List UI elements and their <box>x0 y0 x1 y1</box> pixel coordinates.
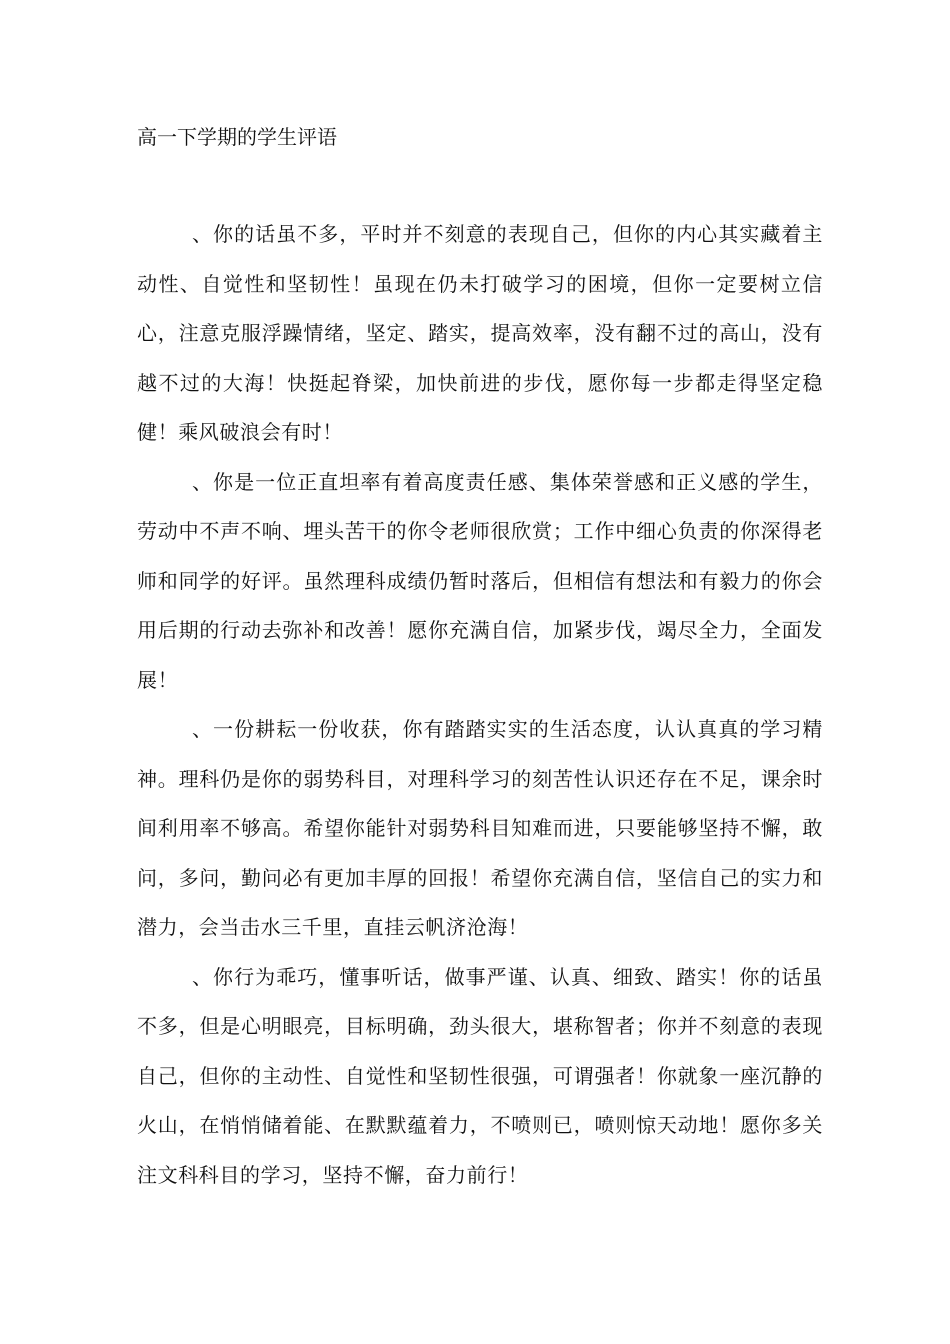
comment-paragraph-1: 、你的话虽不多，平时并不刻意的表现自己，但你的内心其实藏着主动性、自觉性和坚韧性！虽现在仍未打破学习的困境，但你一定要树立信心，注意克服浮躁情绪，坚定、踏实，提高效率，没有翻不过的高山，没有越不过的大海！快挺起脊梁，加快前进的步伐，愿你每一步都走得坚定稳健！乘风破浪会有时！ <box>137 222 823 444</box>
document-title: 高一下学期的学生评语 <box>137 125 337 149</box>
comment-paragraph-4: 、你行为乖巧，懂事听话，做事严谨、认真、细致、踏实！你的话虽不多，但是心明眼亮，目标明确，劲头很大，堪称智者；你并不刻意的表现自己，但你的主动性、自觉性和坚韧性很强，可谓强者！你就象一座沉静的火山，在悄悄储着能、在默默蕴着力，不喷则已，喷则惊天动地！愿你多关注文科科目的学习，坚持不懈，奋力前行！ <box>137 964 823 1187</box>
comment-paragraph-3: 、一份耕耘一份收获，你有踏踏实实的生活态度，认认真真的学习精神。理科仍是你的弱势科目，对理科学习的刻苦性认识还存在不足，课余时间利用率不够高。希望你能针对弱势科目知难而进，只要能够坚持不懈，敢问，多问，勤问必有更加丰厚的回报！希望你充满自信，坚信自己的实力和潜力，会当击水三千里，直挂云帆济沧海！ <box>137 717 823 939</box>
comment-paragraph-2: 、你是一位正直坦率有着高度责任感、集体荣誉感和正义感的学生，劳动中不声不响、埋头苦干的你令老师很欣赏；工作中细心负责的你深得老师和同学的好评。虽然理科成绩仍暂时落后，但相信有想法和有毅力的你会用后期的行动去弥补和改善！愿你充满自信，加紧步伐，竭尽全力，全面发展！ <box>137 469 823 692</box>
document-body <box>137 210 823 1200</box>
